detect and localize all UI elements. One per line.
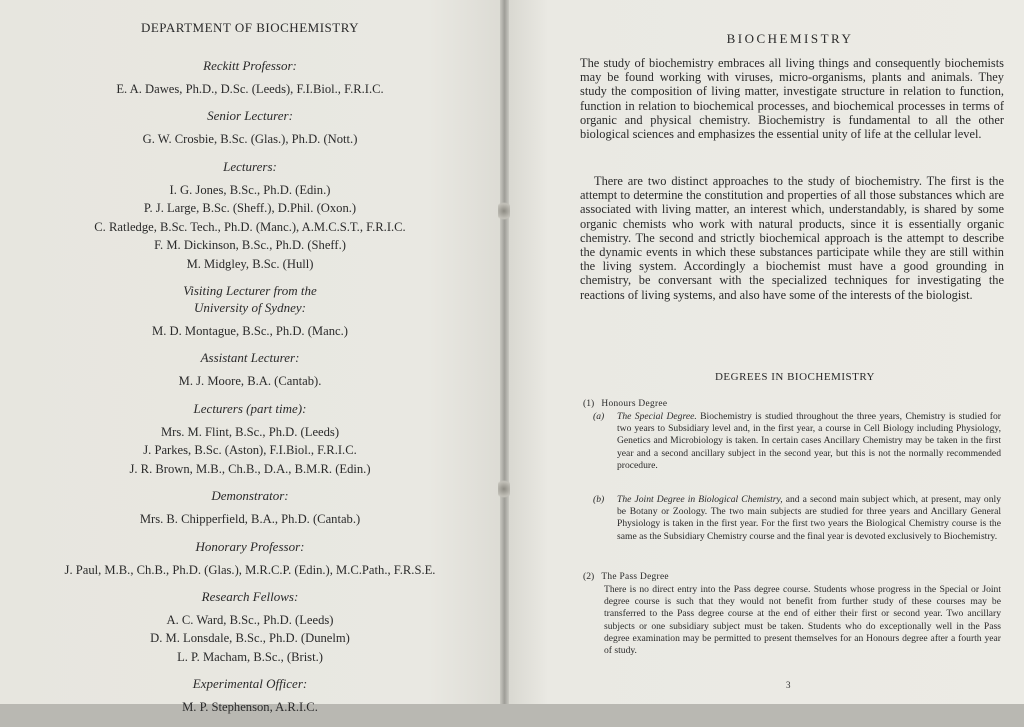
staff-name: F. M. Dickinson, B.Sc., Ph.D. (Sheff.) xyxy=(154,238,346,253)
staff-role: Lecturers: xyxy=(223,158,277,174)
approaches-paragraph: There are two distinct approaches to the study of biochemistry. The first is the attempt to determine the constitution and properties of all those substances which are associated with living matter, an interest which, understandably, is shared by some organic chemists who work with natural products, since it is essentially organic chemistry. The second and strictly biochemical approach is the attempt to describe the dynamic events in which these substances participate while they are still within the living system. Accordingly a biochemist must have a good grounding in chemistry, be conversant with the specialized techniques for investigating the reactions of living systems, and also have some of the interests of the biologist. xyxy=(580,174,1004,302)
section-title: The Pass Degree xyxy=(601,572,669,582)
staff-group xyxy=(0,539,500,579)
section-number: (1) xyxy=(583,398,595,409)
pass-heading xyxy=(583,571,1003,583)
staff-name: A. C. Ward, B.Sc., Ph.D. (Leeds) xyxy=(166,612,334,627)
staff-group xyxy=(0,401,500,478)
staff-role: Research Fellows: xyxy=(201,589,299,605)
staff-name: P. J. Large, B.Sc. (Sheff.), D.Phil. (Oxon.) xyxy=(143,201,357,216)
staff-name: M. J. Moore, B.A. (Cantab). xyxy=(178,374,322,389)
staff-name: I. G. Jones, B.Sc., Ph.D. (Edin.) xyxy=(169,182,331,197)
item-body: Biochemistry is studied throughout the three years, Chemistry is studied for two years to Subsidiary level and, in the first year, a course in Cell Biology including Physiology, Genetics and Microbiology is taken. In certain cases Ancillary Chemistry may be taken in the first year and a second ancillary subject in the second year, but this is not the normally recommended procedure. xyxy=(617,411,1001,471)
item-title: The Joint Degree in Biological Chemistry, xyxy=(617,494,783,505)
staff-role: Reckitt Professor: xyxy=(203,58,297,73)
pass-degree-text: There is no direct entry into the Pass degree course. Students whose progress in the Special or Joint degree course is such that they would not benefit from further study of these courses may be transferred to the Pass degree course at the end of either their first or second year. Two ancillary subjects or one subsidiary subject must be taken. Students who do exceptionally well in the Pass degree examination may be permitted to present themselves for an Honours degree after a fourth year of study. xyxy=(604,584,1001,657)
staff-name: J. Paul, M.B., Ch.B., Ph.D. (Glas.), M.R.C.P. (Edin.), M.C.Path., F.R.S.E. xyxy=(64,562,436,577)
staff-name: Mrs. B. Chipperfield, B.A., Ph.D. (Cantab.) xyxy=(139,512,361,527)
staff-group xyxy=(0,488,500,528)
staff-name: C. Ratledge, B.Sc. Tech., Ph.D. (Manc.), A.M.C.S.T., F.R.I.C. xyxy=(94,219,406,234)
staff-name: J. Parkes, B.Sc. (Aston), F.I.Biol., F.R.I.C. xyxy=(143,443,357,458)
staff-role: Lecturers (part time): xyxy=(193,400,307,416)
joint-degree-text xyxy=(617,494,1001,543)
staff-role: Senior Lecturer: xyxy=(207,108,293,124)
page-title: BIOCHEMISTRY xyxy=(726,31,854,46)
staff-name: M. P. Stephenson, A.R.I.C. xyxy=(182,700,318,715)
section-number: (2) xyxy=(583,571,595,582)
page-number: 3 xyxy=(786,680,791,690)
staff-role: Experimental Officer: xyxy=(192,676,308,692)
staff-role: Assistant Lecturer: xyxy=(200,350,300,366)
staff-name: Mrs. M. Flint, B.Sc., Ph.D. (Leeds) xyxy=(160,424,340,439)
staff-role: Visiting Lecturer from the University of Sydney: xyxy=(183,283,317,316)
degrees-heading: DEGREES IN BIOCHEMISTRY xyxy=(714,371,875,383)
staff-group xyxy=(0,283,500,340)
honours-heading xyxy=(583,398,1003,410)
staff-name: D. M. Lonsdale, B.Sc., Ph.D. (Dunelm) xyxy=(150,631,350,646)
special-degree-text xyxy=(617,411,1001,472)
staff-group xyxy=(0,589,500,666)
staff-group xyxy=(0,159,500,273)
item-body: and a second main subject which, at present, may only be Botany or Zoology. The two main subjects are studied for three years and Ancillary General Physiology is taken in the first year. For the first two years the Biological Chemistry course is the same as the Subsidiary Chemistry course and the final year is devoted exclusively to Biochemistry. xyxy=(617,494,1001,542)
staff-group xyxy=(0,350,500,390)
staff-name: G. W. Crosbie, B.Sc. (Glas.), Ph.D. (Nott.) xyxy=(142,132,358,147)
intro-paragraph: The study of biochemistry embraces all living things and consequently biochemists may be found working with viruses, micro-organisms, plants and animals. They study the composition of living matter, investigate structure in relation to function, function in relation to biochemical processes, and biochemical processes in terms of organic and physical chemistry. Biochemistry is fundamental to all the other biological sciences and emphasizes the essential unity of life at the cellular level. xyxy=(580,56,1004,142)
item-label: (b) xyxy=(593,494,605,505)
staff-name: J. R. Brown, M.B., Ch.B., D.A., B.M.R. (Edin.) xyxy=(129,461,371,476)
staff-role: Honorary Professor: xyxy=(195,538,305,554)
staff-name: M. D. Montague, B.Sc., Ph.D. (Manc.) xyxy=(152,323,348,338)
staff-name: L. P. Macham, B.Sc., (Brist.) xyxy=(177,649,323,664)
item-label: (a) xyxy=(593,411,605,422)
book-gutter xyxy=(500,0,509,704)
department-title: DEPARTMENT OF BIOCHEMISTRY xyxy=(140,20,360,35)
staff-name: M. Midgley, B.Sc. (Hull) xyxy=(186,256,314,271)
staff-name: E. A. Dawes, Ph.D., D.Sc. (Leeds), F.I.Biol., F.R.I.C. xyxy=(116,81,384,96)
staff-group xyxy=(0,58,500,98)
staff-group xyxy=(0,108,500,148)
staff-group xyxy=(0,676,500,716)
section-title: Honours Degree xyxy=(601,399,668,409)
staff-role: Demonstrator: xyxy=(211,488,289,504)
item-title: The Special Degree. xyxy=(617,411,697,422)
staff-list xyxy=(0,58,500,727)
